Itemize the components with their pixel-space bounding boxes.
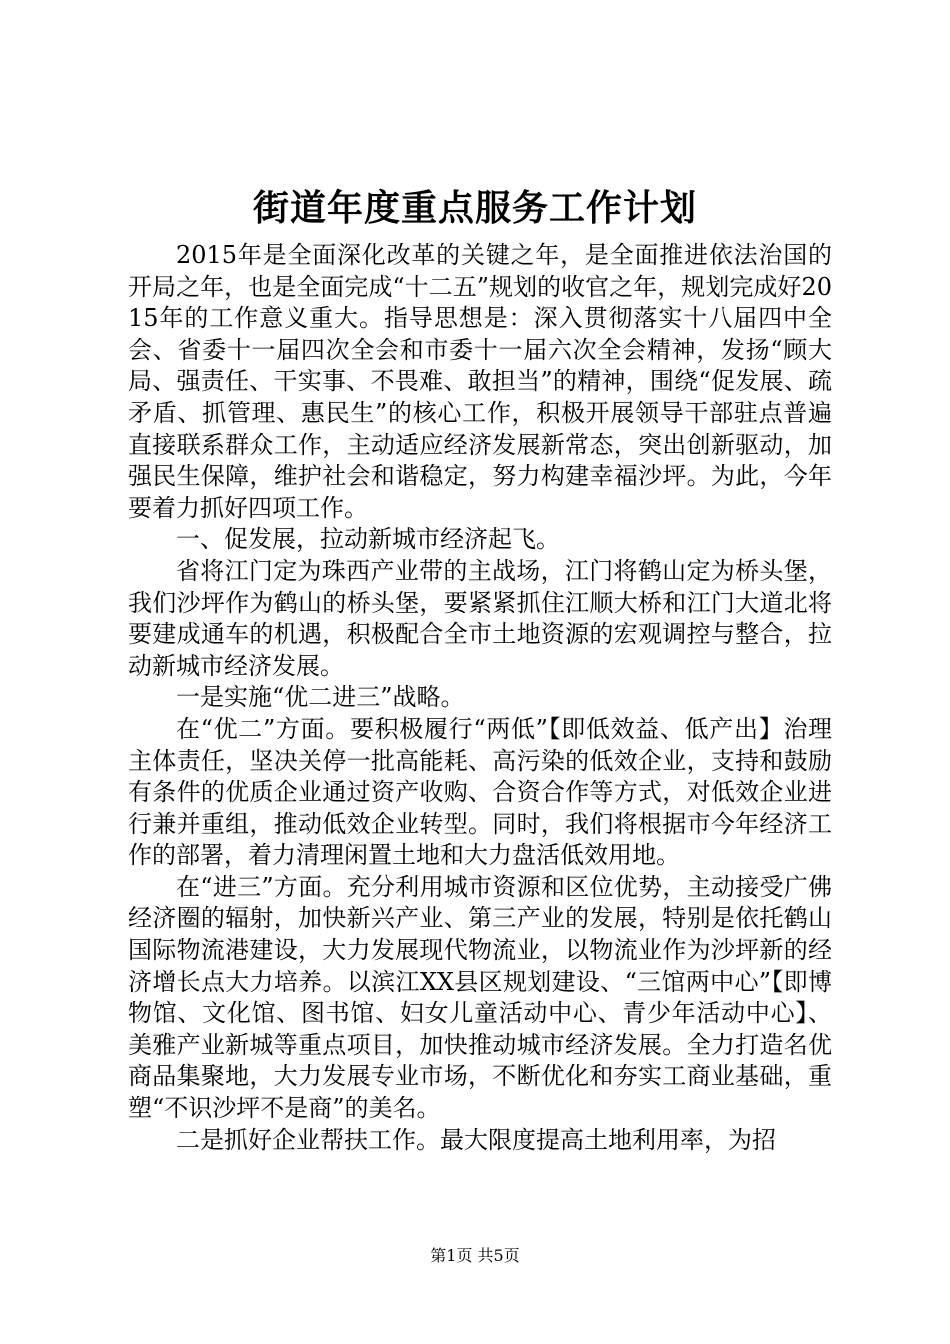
paragraph-item-2-heading: 二是抓好企业帮扶工作。最大限度提高土地利用率，为招 — [176, 1125, 776, 1154]
paragraph-section-1-intro: 省将江门定为珠西产业带的主战场，江门将鹤山定为桥头堡，我们沙坪作为鹤山的桥头堡，要紧紧抓住江顺大桥和江门大道北将要建成通车的机遇，积极配合全市土地资源的宏观调控与整合，拉动新城市经济发展。 — [128, 556, 832, 680]
document-title: 街道年度重点服务工作计划 — [252, 187, 697, 229]
paragraph-intro: 2015年是全面深化改革的关键之年，是全面推进依法治国的开局之年，也是全面完成“十二五”规划的收官之年，规划完成好2015年的工作意义重大。指导思想是：深入贯彻落实十八届四中全会、省委十一届四次全会和市委十一届六次全会精神，发扬“顾大局、强责任、干实事、不畏难、敢担当”的精神，围绕“促发展、疏矛盾、抓管理、惠民生”的核心工作，积极开展领导干部驻点普遍直接联系群众工作，主动适应经济发展新常态，突出创新驱动，加强民生保障，维护社会和谐稳定，努力构建幸福沙坪。为此，今年要着力抓好四项工作。 — [128, 241, 832, 522]
paragraph-you-er: 在“优二”方面。要积极履行“两低”【即低效益、低产出】治理主体责任，坚决关停一批高能耗、高污染的低效企业，支持和鼓励有条件的优质企业通过资产收购、合资合作等方式，对低效企业进行兼并重组，推动低效企业转型。同时，我们将根据市今年经济工作的部署，着力清理闲置土地和大力盘活低效用地。 — [128, 714, 832, 870]
document-body — [128, 240, 832, 1156]
paragraph-item-1-heading: 一是实施“优二进三”战略。 — [176, 683, 465, 712]
page-footer: 第1页 共5页 — [430, 1246, 520, 1265]
paragraph-section-heading-1: 一、促发展，拉动新城市经济起飞。 — [176, 525, 560, 554]
paragraph-jin-san: 在“进三”方面。充分利用城市资源和区位优势，主动接受广佛经济圈的辐射，加快新兴产业、第三产业的发展，特别是依托鹤山国际物流港建设，大力发展现代物流业，以物流业作为沙坪新的经济增长点大力培养。以滨江XX县区规划建设、“三馆两中心”【即博物馆、文化馆、图书馆、妇女儿童活动中心、青少年活动中心】、美雅产业新城等重点项目，加快推动城市经济发展。全力打造名优商品集聚地，大力发展专业市场，不断优化和夯实工商业基础，重塑“不识沙坪不是商”的美名。 — [128, 872, 832, 1123]
